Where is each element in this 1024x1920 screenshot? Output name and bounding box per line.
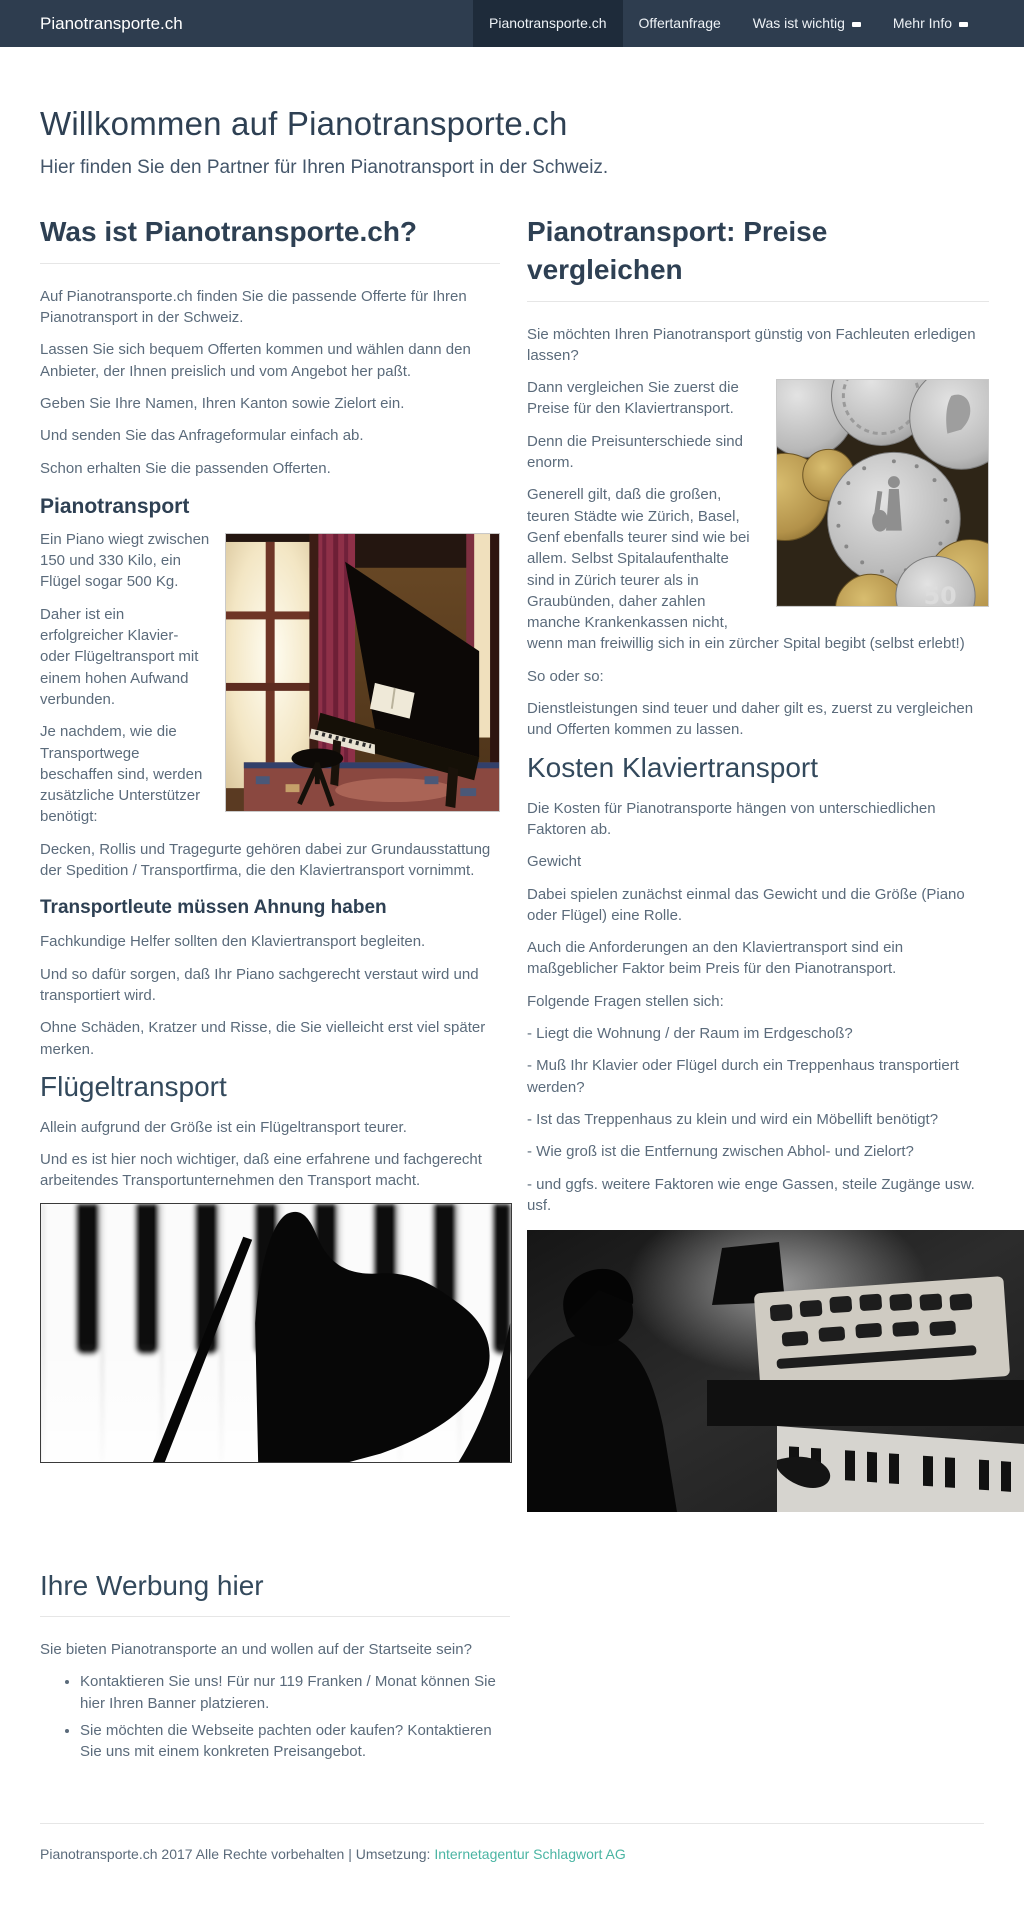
paragraph: So oder so: bbox=[527, 667, 604, 685]
question-item: - Liegt die Wohnung / der Raum im Erdgeschoß? bbox=[527, 1025, 853, 1043]
question-item: - und ggfs. weitere Faktoren wie enge Gassen, steile Zugänge usw. usf. bbox=[527, 1175, 975, 1214]
grand-piano-room-photo bbox=[225, 533, 500, 812]
agency-link[interactable]: Internetagentur Schlagwort AG bbox=[434, 1845, 626, 1862]
kosten-heading: Kosten Klaviertransport bbox=[527, 751, 819, 783]
paragraph: Und senden Sie das Anfrageformular einfach ab. bbox=[40, 427, 364, 445]
piano-keys-photo bbox=[40, 1203, 512, 1463]
advert-section bbox=[40, 1570, 510, 1762]
paragraph: Daher ist ein erfolgreicher Klavier- oder Flügeltransport mit einem hohen Aufwand verbunden. bbox=[40, 605, 199, 708]
paragraph: Und so dafür sorgen, daß Ihr Piano sachgerecht verstaut wird und transportiert wird. bbox=[40, 965, 479, 1004]
paragraph: Allein aufgrund der Größe ist ein Flügeltransport teurer. bbox=[40, 1118, 407, 1136]
brand-link[interactable]: Pianotransporte.ch bbox=[40, 14, 183, 33]
paragraph: Dienstleistungen sind teuer und daher gilt es, zuerst zu vergleichen und Offerten kommen zu lassen. bbox=[527, 700, 974, 739]
dropdown-caret-icon bbox=[959, 22, 968, 27]
paragraph: Je nachdem, wie die Transportwege beschaffen sind, werden zusätzliche Unterstützer benötigt: bbox=[40, 723, 203, 826]
paragraph: Dabei spielen zunächst einmal das Gewicht und die Größe (Piano oder Flügel) eine Rolle. bbox=[527, 885, 965, 924]
paragraph: Dann vergleichen Sie zuerst die Preise für den Klaviertransport. bbox=[527, 379, 739, 418]
paragraph: Decken, Rollis und Tragegurte gehören dabei zur Grundausstattung der Spedition / Transportfirma, die den Klaviertransport vornimmt. bbox=[40, 840, 491, 880]
left-column bbox=[40, 213, 500, 1463]
navbar bbox=[0, 0, 1024, 47]
divider bbox=[527, 301, 989, 302]
paragraph: Denn die Preisunterschiede sind enorm. bbox=[527, 432, 743, 472]
paragraph: Auf Pianotransporte.ch finden Sie die passende Offerte für Ihren Pianotransport in der Schweiz. bbox=[40, 287, 467, 327]
paragraph: Gewicht bbox=[527, 853, 582, 871]
question-item: - Muß Ihr Klavier oder Flügel durch ein Treppenhaus transportiert werden? bbox=[527, 1057, 959, 1096]
bullet-item: • Sie möchten die Webseite pachten oder kaufen? Kontaktieren Sie uns mit einem konkreten Preisangebot. bbox=[80, 1720, 510, 1763]
nav-item-mehr-info[interactable] bbox=[877, 0, 984, 47]
pianist-photo bbox=[527, 1230, 1024, 1512]
left-widget-title: Was ist Pianotransporte.ch? bbox=[40, 216, 418, 247]
fluegeltransport-heading: Flügeltransport bbox=[40, 1070, 227, 1102]
page-title: Willkommen auf Pianotransporte.ch bbox=[40, 105, 568, 142]
advert-bullet-list bbox=[40, 1671, 510, 1762]
paragraph: Die Kosten für Pianotransporte hängen von unterschiedlichen Faktoren ab. bbox=[527, 799, 936, 838]
paragraph: Lassen Sie sich bequem Offerten kommen und wählen dann den Anbieter, der Ihnen preislich und vom Angebot her paßt. bbox=[40, 341, 471, 380]
divider bbox=[40, 1616, 510, 1617]
nav-item-offertanfrage[interactable]: Offertanfrage bbox=[638, 15, 721, 31]
svg-text:50: 50 bbox=[923, 582, 957, 608]
right-widget-title: Pianotransport: Preise vergleichen bbox=[527, 216, 828, 285]
nav-item-label: Mehr Info bbox=[892, 15, 952, 31]
paragraph: Ohne Schäden, Kratzer und Risse, die Sie vielleicht erst viel später merken. bbox=[40, 1019, 486, 1058]
question-item: - Wie groß ist die Entfernung zwischen Abhol- und Zielort? bbox=[527, 1143, 914, 1161]
nav-item-home[interactable]: Pianotransporte.ch bbox=[473, 0, 623, 47]
paragraph: Ein Piano wiegt zwischen 150 und 330 Kilo, ein Flügel sogar 500 Kg. bbox=[40, 530, 210, 591]
paragraph: Auch die Anforderungen an den Klaviertransport sind ein maßgeblicher Faktor beim Preis für den Pianotransport. bbox=[527, 939, 904, 978]
nav-item-label: Was ist wichtig bbox=[752, 15, 845, 31]
footer bbox=[40, 1824, 984, 1882]
right-column bbox=[527, 213, 989, 1512]
nav-item-was-ist-wichtig[interactable] bbox=[737, 0, 877, 47]
copyright-text: Pianotransporte.ch 2017 Alle Rechte vorbehalten | Umsetzung: bbox=[40, 1845, 431, 1862]
bullet-item: • Kontaktieren Sie uns! Für nur 119 Franken / Monat können Sie hier Ihren Banner platzieren. bbox=[80, 1671, 510, 1714]
pianotransport-heading: Pianotransport bbox=[40, 494, 190, 518]
page-subtitle: Hier finden Sie den Partner für Ihren Pianotransport in der Schweiz. bbox=[40, 157, 609, 178]
paragraph: Und es ist hier noch wichtiger, daß eine erfahrene und fachgerecht arbeitendes Transportunternehmen den Transport macht. bbox=[40, 1151, 482, 1190]
paragraph: Geben Sie Ihre Namen, Ihren Kanton sowie Zielort ein. bbox=[40, 394, 405, 412]
paragraph: Sie bieten Pianotransporte an und wollen auf der Startseite sein? bbox=[40, 1641, 472, 1659]
paragraph: Folgende Fragen stellen sich: bbox=[527, 992, 724, 1010]
nav-menu bbox=[473, 0, 984, 47]
paragraph: Generell gilt, daß die großen, teuren Städte wie Zürich, Basel, Genf ebenfalls teurer sind wie bei allem. Selbst Spitalaufenthalte sind in Zürich teurer als in Graubünden, daher zahlen manche Krankenkassen nicht, wenn man freiwillig sich in ein zürcher Spital begibt (selbst erlebt!) bbox=[527, 486, 965, 653]
paragraph: Schon erhalten Sie die passenden Offerten. bbox=[40, 459, 331, 477]
paragraph: Sie möchten Ihren Pianotransport günstig von Fachleuten erledigen lassen? bbox=[527, 325, 976, 364]
divider bbox=[40, 263, 500, 264]
advert-title: Ihre Werbung hier bbox=[40, 1570, 264, 1602]
dropdown-caret-icon bbox=[852, 22, 861, 27]
swiss-coins-photo bbox=[776, 379, 989, 607]
question-item: - Ist das Treppenhaus zu klein und wird ein Möbellift benötigt? bbox=[527, 1110, 939, 1128]
paragraph: Fachkundige Helfer sollten den Klaviertransport begleiten. bbox=[40, 933, 426, 951]
transportleute-heading: Transportleute müssen Ahnung haben bbox=[40, 897, 387, 919]
